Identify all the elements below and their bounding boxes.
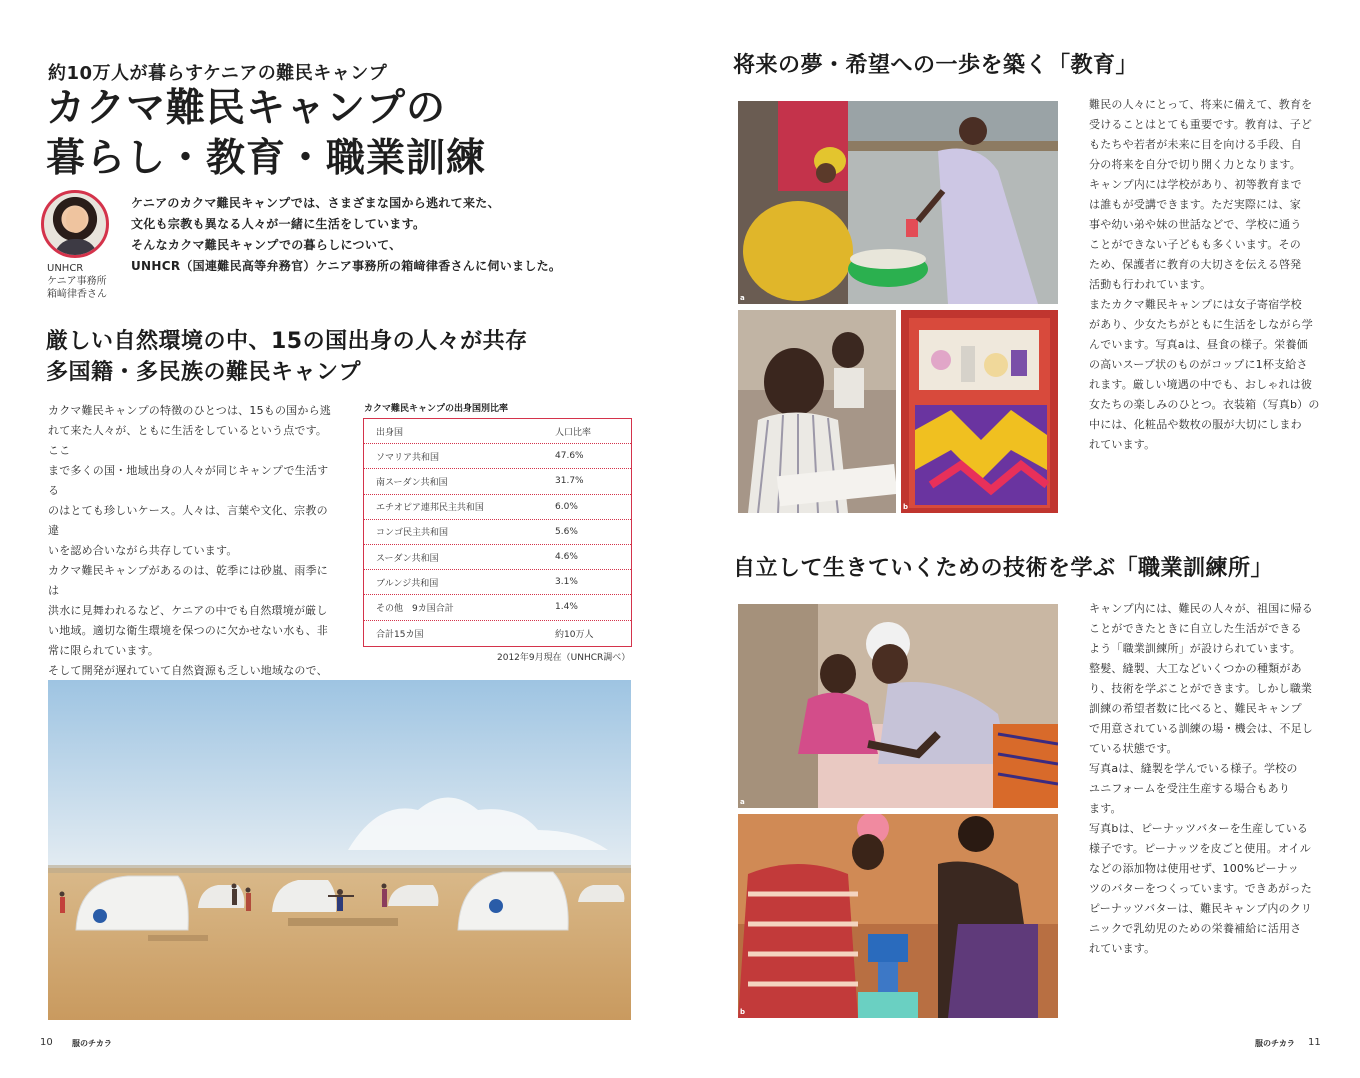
body-line: 事や幼い弟や妹の世話などで、学校に通う bbox=[1089, 218, 1302, 231]
education-photo-b bbox=[901, 310, 1058, 513]
table-cell: 4.6% bbox=[555, 552, 578, 563]
table-cell: 31.7% bbox=[555, 476, 584, 487]
table-row bbox=[364, 621, 631, 646]
table-title: カクマ難民キャンプの出身国別比率 bbox=[364, 404, 509, 414]
kicker: 約10万人が暮らすケニアの難民キャンプ bbox=[48, 63, 388, 84]
body-line: の高いスープ状のものがコップに1杯支給さ bbox=[1089, 358, 1308, 371]
body-line: いを認め合いながら共存しています。 bbox=[48, 544, 238, 557]
body-line: 常に限られています。 bbox=[48, 644, 160, 657]
body-line: んでいます。写真aは、昼食の様子。栄養価 bbox=[1089, 338, 1308, 351]
body-line: い地域。適切な衛生環境を保つのに欠かせない水も、非 bbox=[48, 624, 328, 637]
page-number: 11 bbox=[1308, 1037, 1321, 1048]
section-heading-line: 多国籍・多民族の難民キャンプ bbox=[46, 360, 362, 385]
origin-table bbox=[363, 418, 632, 647]
body-line: 整髪、縫製、大工などいくつかの種類があ bbox=[1089, 662, 1302, 675]
photo-label: b bbox=[903, 503, 909, 511]
body-line: カクマ難民キャンプの特徴のひとつは、15もの国から逃 bbox=[48, 404, 331, 417]
table-row bbox=[364, 495, 631, 520]
body-line: ている状態です。 bbox=[1089, 742, 1178, 755]
section-heading bbox=[46, 326, 528, 388]
body-line: は誰もが受講できます。ただ実際には、家 bbox=[1089, 198, 1301, 211]
caption-line: ケニア事務所 bbox=[47, 276, 107, 287]
table-note: 2012年9月現在（UNHCR調べ） bbox=[497, 653, 631, 663]
camp-photo-image bbox=[48, 680, 631, 1020]
page-title bbox=[46, 84, 486, 184]
body-line: 活動も行われています。 bbox=[1089, 278, 1212, 291]
magazine-name: 服のチカラ bbox=[72, 1039, 112, 1048]
schoolgirl-image bbox=[738, 310, 896, 513]
body-line: よう「職業訓練所」が設けられています。 bbox=[1089, 642, 1301, 655]
education-photo-girl bbox=[738, 310, 896, 513]
education-photo-a bbox=[738, 101, 1058, 304]
body-line: 洪水に見舞われるなど、ケニアの中でも自然環境が厳し bbox=[48, 604, 328, 617]
table-header-row bbox=[364, 419, 631, 444]
body-line: キャンプ内には、難民の人々が、祖国に帰る bbox=[1089, 602, 1313, 615]
person-caption bbox=[47, 262, 107, 301]
vocational-photo-b bbox=[738, 814, 1058, 1018]
body-line: ツのバターをつくっています。できあがった bbox=[1089, 882, 1312, 895]
body-line: り、技術を学ぶことができます。しかし職業 bbox=[1089, 682, 1313, 695]
table-cell: エチオピア連邦民主共和国 bbox=[376, 503, 484, 514]
body-line: ニックで乳幼児のための栄養補給に活用さ bbox=[1089, 922, 1302, 935]
table-row bbox=[364, 595, 631, 620]
body-line: 様子です。ピーナッツを皮ごと使用。オイル bbox=[1089, 842, 1311, 855]
lunch-scene-image bbox=[738, 101, 1058, 304]
intro-line: そんなカクマ難民キャンプでの暮らしについて、 bbox=[131, 238, 402, 252]
body-line: 難民の人々にとって、将来に備えて、教育を bbox=[1089, 98, 1313, 111]
table-header-cell: 人口比率 bbox=[555, 427, 592, 438]
avatar-face bbox=[66, 207, 86, 233]
education-body bbox=[1089, 95, 1329, 455]
table-cell: 47.6% bbox=[555, 451, 584, 462]
title-line: カクマ難民キャンプの bbox=[46, 86, 447, 131]
table-cell: 約10万人 bbox=[555, 629, 594, 640]
avatar bbox=[41, 190, 109, 258]
photo-label: b bbox=[740, 1008, 746, 1016]
table-row bbox=[364, 444, 631, 469]
body-line: ユニフォームを受注生産する場合もあり bbox=[1089, 782, 1291, 795]
peanut-butter-image bbox=[738, 814, 1058, 1018]
section-heading-line: 厳しい自然環境の中、15の国出身の人々が共存 bbox=[46, 329, 528, 354]
table-cell: 3.1% bbox=[555, 577, 578, 588]
table-cell: 5.6% bbox=[555, 526, 578, 537]
body-line: れて来た人々が、ともに生活をしているという点です。ここ bbox=[48, 424, 328, 457]
photo-label: a bbox=[740, 798, 745, 806]
body-line: 女たちの楽しみのひとつ。衣装箱（写真b）の bbox=[1089, 398, 1320, 411]
body-line: 中には、化粧品や数枚の服が大切にしまわ bbox=[1089, 418, 1302, 431]
table-cell: 合計15カ国 bbox=[376, 629, 424, 640]
suitcase-image bbox=[901, 310, 1058, 513]
table-cell: 6.0% bbox=[555, 501, 578, 512]
body-line: で用意されている訓練の場・機会は、不足し bbox=[1089, 722, 1313, 735]
intro-line: UNHCR（国連難民高等弁務官）ケニア事務所の箱﨑律香さんに伺いました。 bbox=[131, 259, 562, 273]
table-row bbox=[364, 545, 631, 570]
body-line: キャンプ内には学校があり、初等教育まで bbox=[1089, 178, 1302, 191]
vocational-photo-a bbox=[738, 604, 1058, 808]
vocational-heading: 自立して生きていくための技術を学ぶ「職業訓練所」 bbox=[733, 556, 1274, 581]
body-line: ピーナッツバターは、難民キャンプ内のクリ bbox=[1089, 902, 1313, 915]
table-row bbox=[364, 520, 631, 545]
body-line: れています。 bbox=[1089, 942, 1156, 955]
body-line: ことができたときに自立した生活ができる bbox=[1089, 622, 1302, 635]
body-line: またカクマ難民キャンプには女子寄宿学校 bbox=[1089, 298, 1302, 311]
page-number: 10 bbox=[40, 1037, 53, 1048]
title-line: 暮らし・教育・職業訓練 bbox=[46, 136, 487, 181]
avatar-body bbox=[54, 239, 98, 258]
caption-line: 箱﨑律香さん bbox=[47, 289, 107, 300]
body-line: などの添加物は使用せず、100%ピーナッ bbox=[1089, 862, 1299, 875]
table-row bbox=[364, 570, 631, 595]
table-cell: コンゴ民主共和国 bbox=[376, 528, 449, 539]
body-line: まで多くの国・地域出身の人々が同じキャンプで生活する bbox=[48, 464, 329, 497]
intro-line: ケニアのカクマ難民キャンプでは、さまざまな国から逃れて来た、 bbox=[131, 196, 500, 210]
body-line: ことができない子どもも多くいます。その bbox=[1089, 238, 1301, 251]
intro-line: 文化も宗教も異なる人々が一緒に生活をしています。 bbox=[131, 217, 426, 231]
table-cell: スーダン共和国 bbox=[376, 553, 439, 564]
body-line: があり、少女たちがともに生活をしながら学 bbox=[1089, 318, 1313, 331]
table-cell: その他 9カ国合計 bbox=[376, 603, 454, 614]
education-heading: 将来の夢・希望への一歩を築く「教育」 bbox=[733, 53, 1139, 78]
table-cell: ソマリア共和国 bbox=[376, 452, 440, 463]
body-line: カクマ難民キャンプがあるのは、乾季には砂嵐、雨季には bbox=[48, 564, 328, 597]
body-line: れています。 bbox=[1089, 438, 1156, 451]
body-line: ます。 bbox=[1089, 802, 1122, 815]
body-line: 受けることはとても重要です。教育は、子ど bbox=[1089, 118, 1313, 131]
table-cell: ブルンジ共和国 bbox=[376, 578, 439, 589]
intro-text bbox=[131, 193, 571, 277]
body-line: 訓練の希望者数に比べると、難民キャンプ bbox=[1089, 702, 1302, 715]
magazine-name: 服のチカラ bbox=[1255, 1039, 1295, 1048]
body-line: れます。厳しい境遇の中でも、おしゃれは彼 bbox=[1089, 378, 1313, 391]
table-row bbox=[364, 469, 631, 494]
table-header-cell: 出身国 bbox=[376, 427, 404, 438]
body-line: 写真aは、縫製を学んでいる様子。学校の bbox=[1089, 762, 1298, 775]
table-cell: 南スーダン共和国 bbox=[376, 477, 448, 488]
photo-label: a bbox=[740, 294, 745, 302]
sewing-class-image bbox=[738, 604, 1058, 808]
body-line: 写真bは、ピーナッツバターを生産している bbox=[1089, 822, 1309, 835]
body-line: 分の将来を自分で切り開く力となります。 bbox=[1089, 158, 1301, 171]
caption-line: UNHCR bbox=[47, 263, 84, 274]
body-line: もたちや若者が未来に目を向ける手段、自 bbox=[1089, 138, 1302, 151]
camp-photo bbox=[48, 680, 631, 1020]
table-cell: 1.4% bbox=[555, 602, 578, 613]
body-line: そして開発が遅れていて自然資源も乏しい地域なので、 bbox=[48, 664, 328, 677]
body-line: のはとても珍しいケース。人々は、言葉や文化、宗教の違 bbox=[48, 504, 328, 537]
body-line: ため、保護者に教育の大切さを伝える啓発 bbox=[1089, 258, 1302, 271]
vocational-body bbox=[1089, 599, 1329, 959]
